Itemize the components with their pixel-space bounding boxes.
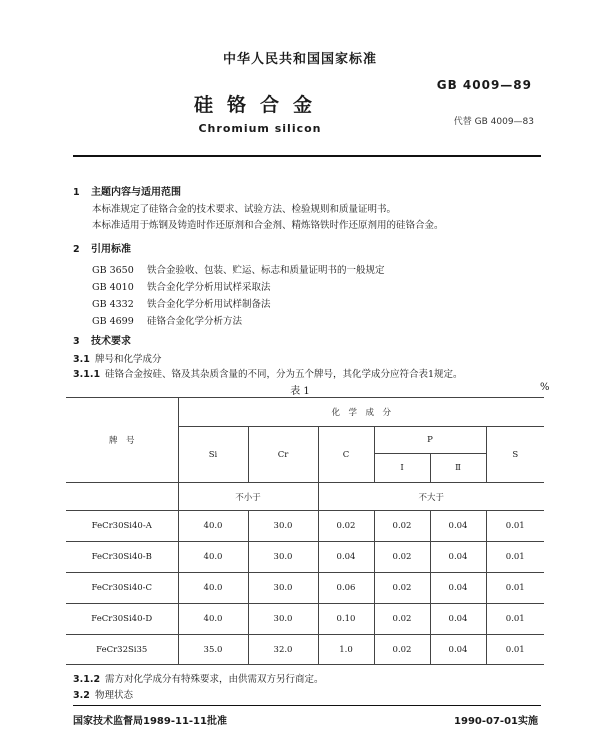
cell-grade: FeCr30Si40-A bbox=[66, 511, 178, 542]
header-divider bbox=[73, 155, 541, 157]
header-not-more-than: 不大于 bbox=[318, 483, 544, 511]
table-row bbox=[66, 511, 544, 542]
table-row bbox=[66, 542, 544, 573]
cell-p2: 0.04 bbox=[430, 573, 486, 604]
reference-item: GB 4332 铁合金化学分析用试样制备法 bbox=[92, 299, 271, 310]
table-row bbox=[66, 635, 544, 665]
cell-si: 40.0 bbox=[178, 511, 248, 542]
cell-c: 0.02 bbox=[318, 511, 374, 542]
cell-cr: 30.0 bbox=[248, 604, 318, 635]
table-unit: % bbox=[540, 382, 550, 393]
header-composition: 化 学 成 分 bbox=[178, 398, 544, 427]
cell-cr: 32.0 bbox=[248, 635, 318, 665]
cell-cr: 30.0 bbox=[248, 511, 318, 542]
footer-divider bbox=[73, 705, 541, 706]
approval-note: 国家技术监督局1989-11-11批准 bbox=[73, 716, 227, 727]
table-caption: 表 1 bbox=[290, 386, 310, 397]
effective-date: 1990-07-01实施 bbox=[454, 716, 538, 727]
header-si: Si bbox=[178, 427, 248, 483]
section-2-heading: 2 引用标准 bbox=[73, 244, 131, 255]
section-1-paragraph-2: 本标准适用于炼钢及铸造时作还原剂和合金剂、精炼铬铁时作还原剂用的硅铬合金。 bbox=[92, 220, 444, 231]
table-row bbox=[66, 573, 544, 604]
header-s: S bbox=[486, 427, 544, 483]
cell-p2: 0.04 bbox=[430, 511, 486, 542]
cell-grade: FeCr30Si40-B bbox=[66, 542, 178, 573]
cell-cr: 30.0 bbox=[248, 542, 318, 573]
cell-si: 40.0 bbox=[178, 573, 248, 604]
cell-p1: 0.02 bbox=[374, 511, 430, 542]
cell-si: 40.0 bbox=[178, 604, 248, 635]
cell-p2: 0.04 bbox=[430, 635, 486, 665]
cell-grade: FeCr30Si40-D bbox=[66, 604, 178, 635]
cell-c: 0.10 bbox=[318, 604, 374, 635]
section-3-heading: 3 技术要求 bbox=[73, 336, 131, 347]
cell-c: 1.0 bbox=[318, 635, 374, 665]
cell-p1: 0.02 bbox=[374, 542, 430, 573]
section-3-1-1-text: 3.1.1 硅铬合金按硅、铬及其杂质含量的不同，分为五个牌号，其化学成分应符合表1规定。 bbox=[73, 369, 463, 380]
cell-s: 0.01 bbox=[486, 635, 544, 665]
section-3-1-2-text: 3.1.2 需方对化学成分有特殊要求，由供需双方另行商定。 bbox=[73, 674, 324, 685]
header-c: C bbox=[318, 427, 374, 483]
header-p: P bbox=[374, 427, 486, 454]
document-title-english: Chromium silicon bbox=[198, 122, 322, 135]
reference-item: GB 3650 铁合金验收、包装、贮运、标志和质量证明书的一般规定 bbox=[92, 265, 385, 276]
section-1-paragraph-1: 本标准规定了硅铬合金的技术要求、试验方法、检验规则和质量证明书。 bbox=[92, 204, 397, 215]
cell-s: 0.01 bbox=[486, 604, 544, 635]
reference-item: GB 4010 铁合金化学分析用试样采取法 bbox=[92, 282, 271, 293]
cell-p1: 0.02 bbox=[374, 635, 430, 665]
national-standard-heading: 中华人民共和国国家标准 bbox=[222, 52, 377, 67]
cell-p1: 0.02 bbox=[374, 604, 430, 635]
cell-grade: FeCr30Si40-C bbox=[66, 573, 178, 604]
replaces-note: 代替 GB 4009—83 bbox=[453, 117, 534, 127]
cell-si: 35.0 bbox=[178, 635, 248, 665]
header-blank bbox=[66, 483, 178, 511]
header-p-grade-1: Ⅰ bbox=[374, 454, 430, 483]
cell-grade: FeCr32Si35 bbox=[66, 635, 178, 665]
cell-c: 0.04 bbox=[318, 542, 374, 573]
cell-s: 0.01 bbox=[486, 573, 544, 604]
header-grade: 牌 号 bbox=[66, 398, 178, 483]
cell-p1: 0.02 bbox=[374, 573, 430, 604]
header-p-grade-2: Ⅱ bbox=[430, 454, 486, 483]
composition-table bbox=[66, 397, 544, 665]
table-row bbox=[66, 604, 544, 635]
cell-p2: 0.04 bbox=[430, 604, 486, 635]
reference-item: GB 4699 硅铬合金化学分析方法 bbox=[92, 316, 243, 327]
section-3-1-heading: 3.1 牌号和化学成分 bbox=[73, 354, 162, 365]
cell-s: 0.01 bbox=[486, 542, 544, 573]
section-3-2-heading: 3.2 物理状态 bbox=[73, 690, 134, 701]
cell-p2: 0.04 bbox=[430, 542, 486, 573]
section-1-heading: 1 主题内容与适用范围 bbox=[73, 187, 181, 198]
cell-c: 0.06 bbox=[318, 573, 374, 604]
cell-cr: 30.0 bbox=[248, 573, 318, 604]
standard-number: GB 4009—89 bbox=[436, 78, 532, 92]
header-cr: Cr bbox=[248, 427, 318, 483]
document-title: 硅铬合金 bbox=[193, 94, 326, 116]
header-not-less-than: 不小于 bbox=[178, 483, 318, 511]
cell-si: 40.0 bbox=[178, 542, 248, 573]
cell-s: 0.01 bbox=[486, 511, 544, 542]
